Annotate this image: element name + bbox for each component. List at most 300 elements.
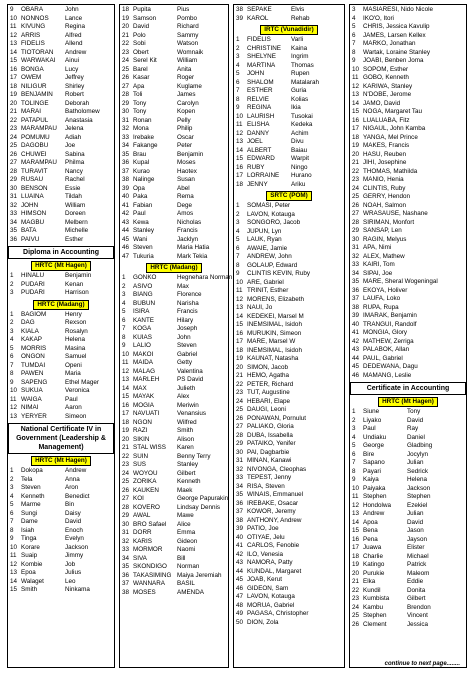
student-row bbox=[352, 74, 464, 83]
given-name: Sabina bbox=[65, 150, 85, 158]
surname: BAGIOM bbox=[21, 310, 47, 318]
given-name: Dege bbox=[177, 201, 193, 209]
surname: George bbox=[363, 442, 385, 449]
given-name: Guria bbox=[291, 87, 307, 94]
given-name: Steven bbox=[177, 342, 197, 349]
student-row bbox=[122, 359, 226, 368]
surname: JOHN bbox=[21, 201, 39, 209]
student-row bbox=[122, 168, 226, 177]
surname: Bena bbox=[363, 527, 378, 534]
student-row bbox=[10, 185, 112, 194]
row-number: 14 bbox=[352, 518, 360, 526]
given-name: Ikia bbox=[291, 104, 301, 111]
student-row bbox=[122, 274, 233, 283]
given-name: Gladbing bbox=[407, 442, 433, 449]
given-name: Rupen bbox=[291, 70, 310, 77]
row-number: 24 bbox=[122, 469, 130, 477]
surname: PUDARI bbox=[21, 280, 45, 288]
student-row bbox=[352, 338, 464, 347]
student-row bbox=[122, 325, 226, 334]
row-number: 3 bbox=[10, 289, 14, 296]
given-name: Jeffrey bbox=[65, 74, 84, 81]
surname: DAG bbox=[21, 319, 35, 326]
given-name: Jason bbox=[407, 527, 424, 534]
surname: SAPENG bbox=[21, 378, 48, 386]
given-name: Moses bbox=[177, 159, 196, 166]
given-name: Naomi bbox=[177, 546, 196, 553]
student-row bbox=[10, 272, 112, 281]
surname: FIDELIS bbox=[21, 40, 45, 47]
student-row bbox=[10, 125, 112, 134]
row-number: 28 bbox=[122, 503, 130, 511]
row-number: 34 bbox=[352, 269, 360, 277]
given-name: Amos bbox=[177, 210, 194, 217]
student-row bbox=[236, 585, 342, 594]
row-number: 9 bbox=[352, 476, 356, 483]
row-number: 13 bbox=[352, 510, 360, 517]
given-name: Gabriel bbox=[177, 350, 198, 358]
given-name: Pius bbox=[177, 6, 190, 13]
row-number: 8 bbox=[352, 467, 356, 475]
row-number: 16 bbox=[352, 535, 360, 543]
student-name: SIMON, Jacob bbox=[247, 363, 288, 371]
surname: Kurao bbox=[133, 167, 150, 175]
row-number: 46 bbox=[236, 584, 244, 592]
row-number: 19 bbox=[352, 142, 360, 149]
student-row bbox=[10, 289, 112, 298]
row-number: 10 bbox=[236, 278, 244, 286]
row-number: 11 bbox=[122, 359, 129, 366]
student-row bbox=[10, 362, 112, 371]
row-number: 1 bbox=[352, 408, 356, 415]
student-row bbox=[236, 96, 342, 105]
surname: JOEL bbox=[247, 138, 263, 145]
given-name: Rosalyn bbox=[65, 327, 88, 335]
given-name: Hurano bbox=[291, 172, 312, 179]
student-name: MATHEW, Zerriga bbox=[363, 337, 414, 345]
given-name: Masina bbox=[65, 344, 86, 352]
student-row bbox=[10, 227, 112, 236]
surname: KOVERO bbox=[133, 503, 160, 511]
given-name: Samuel bbox=[65, 353, 87, 360]
row-number: 37 bbox=[236, 508, 244, 515]
row-number: 44 bbox=[236, 567, 244, 575]
student-name: LAUK, Ryan bbox=[247, 236, 282, 243]
student-row bbox=[236, 398, 342, 407]
student-row bbox=[236, 262, 342, 271]
given-name: Sedrick bbox=[407, 467, 428, 475]
row-number: 23 bbox=[122, 48, 130, 56]
student-row bbox=[236, 619, 342, 628]
student-row bbox=[10, 527, 112, 536]
student-row bbox=[122, 436, 226, 445]
surname: KAROL bbox=[247, 14, 269, 22]
surname: MOGIA bbox=[133, 401, 154, 409]
student-name: N'DOBE, Jerome bbox=[363, 91, 412, 98]
student-row bbox=[236, 415, 342, 424]
student-name: DION, Zola bbox=[247, 618, 279, 626]
student-row bbox=[10, 413, 112, 422]
surname: David bbox=[133, 23, 150, 30]
given-name: Maiya Jeremiah bbox=[177, 571, 222, 579]
student-row bbox=[352, 312, 464, 321]
surname: Pena bbox=[363, 535, 378, 543]
student-name: KOWOR, Jeremy bbox=[247, 508, 296, 515]
student-row bbox=[122, 66, 226, 75]
surname: SKONDIGO bbox=[133, 563, 167, 570]
row-number: 12 bbox=[122, 367, 130, 375]
student-name: MAMANG, Leslie bbox=[363, 371, 412, 379]
row-number: 12 bbox=[10, 31, 18, 39]
given-name: Ingrim bbox=[291, 53, 309, 60]
student-name: IMARAK, Benjamin bbox=[363, 312, 417, 319]
row-number: 44 bbox=[122, 227, 130, 234]
given-name: Batholomew bbox=[65, 108, 100, 115]
student-row bbox=[10, 387, 112, 396]
row-number: 15 bbox=[352, 108, 360, 115]
surname: LALIO bbox=[133, 342, 151, 349]
given-name: Peter bbox=[177, 142, 193, 149]
surname: WOYOU bbox=[133, 469, 158, 477]
row-number: 12 bbox=[236, 129, 244, 137]
given-name: David bbox=[65, 518, 82, 525]
student-name: NIGAUL, John Kamba bbox=[363, 125, 426, 132]
row-number: 43 bbox=[122, 218, 130, 226]
student-row bbox=[352, 108, 464, 117]
student-row bbox=[236, 593, 342, 602]
surname: RELVIE bbox=[247, 95, 269, 103]
row-number: 25 bbox=[122, 65, 130, 73]
given-name: Jelena bbox=[65, 125, 84, 132]
given-name: Philip bbox=[177, 125, 193, 132]
student-row bbox=[236, 36, 342, 45]
given-name: Sammy bbox=[177, 31, 199, 39]
row-number: 35 bbox=[122, 150, 130, 158]
student-row bbox=[352, 510, 464, 519]
surname: CHUWEI bbox=[21, 150, 47, 158]
student-name: OTIYAE, Jelu bbox=[247, 533, 285, 541]
student-row bbox=[352, 159, 464, 168]
given-name: Leo bbox=[65, 577, 76, 585]
surname: PAWEN bbox=[21, 370, 44, 377]
given-name: Smith bbox=[177, 427, 194, 434]
surname: Serel Kit bbox=[133, 57, 157, 64]
surname: BONGA bbox=[21, 65, 44, 73]
row-number: 22 bbox=[352, 586, 360, 594]
given-name: Kuglame bbox=[177, 82, 202, 90]
given-name: Warpit bbox=[291, 155, 309, 162]
given-name: Ningo bbox=[291, 163, 308, 171]
surname: Paul bbox=[363, 425, 376, 432]
student-row bbox=[352, 502, 464, 511]
student-row bbox=[352, 561, 464, 570]
row-number: 17 bbox=[122, 410, 130, 417]
surname: TURAVIT bbox=[21, 167, 48, 175]
student-row bbox=[236, 53, 342, 62]
row-number: 18 bbox=[122, 6, 130, 13]
student-row bbox=[236, 491, 342, 500]
student-name: WINAIS, Emmanuel bbox=[247, 491, 303, 498]
student-row bbox=[122, 108, 226, 117]
student-row bbox=[236, 525, 342, 534]
row-number: 27 bbox=[352, 210, 360, 217]
student-row bbox=[352, 125, 464, 134]
student-name: SIPAI, Joe bbox=[363, 269, 393, 277]
student-name: NIVONGA, Cleophas bbox=[247, 465, 307, 473]
student-row bbox=[10, 467, 112, 476]
row-number: 3 bbox=[122, 291, 126, 298]
surname: Clement bbox=[363, 620, 387, 628]
surname: SHALOM bbox=[247, 78, 274, 86]
row-number: 32 bbox=[236, 465, 244, 473]
row-number: 39 bbox=[236, 14, 244, 22]
row-number: 11 bbox=[352, 493, 359, 500]
student-row bbox=[122, 176, 226, 185]
student-name: KARIWA, Stanley bbox=[363, 82, 413, 90]
row-number: 2 bbox=[10, 475, 14, 483]
student-row bbox=[10, 142, 112, 151]
student-row bbox=[122, 393, 226, 402]
given-name: Divu bbox=[291, 138, 304, 145]
student-row bbox=[236, 347, 342, 356]
given-name: James bbox=[177, 91, 196, 98]
student-row bbox=[352, 442, 464, 451]
surname: DORR bbox=[133, 529, 152, 536]
student-name: MINAN, Kanawi bbox=[247, 457, 292, 464]
column-1 bbox=[7, 4, 115, 668]
student-row bbox=[10, 476, 112, 485]
student-row bbox=[122, 40, 226, 49]
student-row bbox=[236, 576, 342, 585]
row-number: 8 bbox=[10, 526, 14, 534]
row-number: 21 bbox=[236, 372, 244, 379]
surname: Irebake bbox=[133, 133, 155, 141]
row-number: 27 bbox=[10, 159, 18, 166]
row-number: 38 bbox=[236, 516, 244, 524]
surname: Samson bbox=[133, 14, 157, 22]
given-name: Eddie bbox=[407, 578, 424, 585]
surname: ASIVO bbox=[133, 282, 153, 290]
surname: Apoa bbox=[363, 518, 378, 526]
student-row bbox=[10, 544, 112, 553]
campus-tag: HRTC (Madang) bbox=[146, 263, 201, 273]
student-row bbox=[352, 219, 464, 228]
given-name: George Papurakin bbox=[177, 495, 229, 502]
student-row bbox=[10, 91, 112, 100]
surname: Toli bbox=[133, 91, 143, 98]
surname: HINALU bbox=[21, 272, 45, 279]
student-row bbox=[10, 108, 112, 117]
row-number: 7 bbox=[10, 361, 14, 369]
student-row bbox=[236, 253, 342, 262]
student-row bbox=[122, 300, 226, 309]
student-row bbox=[236, 432, 342, 441]
student-name: INEMSIMAL, Isidoh bbox=[247, 321, 302, 328]
given-name: Deborah bbox=[65, 99, 90, 107]
row-number: 40 bbox=[236, 533, 244, 541]
student-row bbox=[352, 15, 464, 24]
student-row bbox=[122, 461, 226, 470]
student-name: SOMASI, Peter bbox=[247, 202, 291, 209]
surname: NIMAI bbox=[21, 404, 39, 411]
student-row bbox=[352, 329, 464, 338]
student-name: PAGASA, Christopher bbox=[247, 610, 309, 617]
student-name: PAUL, Gabriel bbox=[363, 354, 403, 362]
row-number: 24 bbox=[352, 603, 360, 611]
given-name: Adiah bbox=[65, 133, 82, 141]
student-row bbox=[236, 219, 342, 228]
student-row bbox=[352, 355, 464, 364]
row-number: 4 bbox=[122, 299, 126, 307]
given-name: Brendon bbox=[407, 603, 431, 611]
row-number: 5 bbox=[352, 23, 356, 30]
student-name: IREBAKE, Osacar bbox=[247, 499, 299, 507]
student-row bbox=[352, 253, 464, 262]
student-row bbox=[10, 49, 112, 58]
student-row bbox=[236, 279, 342, 288]
given-name: Varli bbox=[291, 36, 304, 43]
given-name: Andrew bbox=[65, 48, 87, 56]
student-row bbox=[236, 6, 342, 15]
row-number: 20 bbox=[352, 150, 360, 158]
student-row bbox=[236, 79, 342, 88]
row-number: 6 bbox=[352, 31, 356, 39]
student-row bbox=[236, 211, 342, 220]
row-number: 13 bbox=[10, 40, 18, 47]
student-row bbox=[236, 602, 342, 611]
student-row bbox=[10, 40, 112, 49]
row-number: 15 bbox=[352, 527, 360, 534]
student-name: CLINTIS KEVIN, Ruby bbox=[247, 270, 310, 277]
student-row bbox=[236, 130, 342, 139]
given-name: Elister bbox=[407, 544, 425, 551]
row-number: 32 bbox=[122, 125, 130, 132]
row-number: 45 bbox=[122, 235, 130, 243]
given-name: Evelyn bbox=[65, 535, 84, 542]
student-row bbox=[122, 495, 229, 504]
student-name: HEMO, Agatha bbox=[247, 372, 289, 379]
student-row bbox=[122, 100, 226, 109]
given-name: Jessica bbox=[407, 620, 428, 628]
given-name: Emma bbox=[177, 529, 196, 536]
student-row bbox=[236, 338, 342, 347]
student-row bbox=[236, 381, 342, 390]
surname: BRO Safael bbox=[133, 520, 167, 528]
student-row bbox=[236, 321, 342, 330]
student-row bbox=[122, 427, 226, 436]
row-number: 2 bbox=[352, 416, 356, 424]
student-row bbox=[122, 453, 226, 462]
student-row bbox=[122, 227, 226, 236]
row-number: 21 bbox=[122, 31, 130, 39]
row-number: 41 bbox=[122, 201, 130, 209]
student-row bbox=[122, 15, 226, 24]
given-name: Gilbert bbox=[407, 595, 426, 602]
surname: Tela bbox=[21, 475, 33, 483]
student-name: KAIRI, Tom bbox=[363, 261, 395, 268]
surname: MALAG bbox=[133, 367, 156, 375]
campus-tag: SRTC (POM) bbox=[266, 191, 311, 201]
row-number: 42 bbox=[122, 210, 130, 217]
row-number: 47 bbox=[236, 593, 244, 600]
given-name: Susan bbox=[177, 176, 195, 183]
row-number: 16 bbox=[236, 163, 244, 171]
given-name: Allend bbox=[65, 40, 83, 47]
row-number: 29 bbox=[10, 176, 18, 183]
given-name: Mark Tekia bbox=[177, 252, 208, 260]
surname: DANNY bbox=[247, 129, 270, 137]
student-name: KUNDAL, Margaret bbox=[247, 567, 302, 575]
student-row bbox=[122, 244, 226, 253]
student-row bbox=[10, 493, 112, 502]
row-number: 9 bbox=[122, 342, 126, 349]
row-number: 33 bbox=[10, 210, 18, 217]
given-name: Daniel bbox=[407, 433, 425, 441]
row-number: 40 bbox=[122, 193, 130, 200]
surname: Brau bbox=[133, 150, 147, 158]
given-name: Bill bbox=[177, 554, 186, 562]
student-row bbox=[352, 493, 464, 502]
student-row bbox=[122, 253, 226, 262]
row-number: 31 bbox=[122, 529, 130, 536]
given-name: Kopen bbox=[177, 108, 196, 115]
student-name: GERRY, Hendon bbox=[363, 193, 411, 200]
student-row bbox=[122, 32, 226, 41]
given-name: Openi bbox=[65, 361, 82, 369]
student-row bbox=[352, 527, 464, 536]
surname: Tinga bbox=[21, 535, 37, 542]
student-row bbox=[122, 402, 226, 411]
student-row bbox=[10, 210, 112, 219]
student-row bbox=[10, 345, 112, 354]
surname: MOSES bbox=[133, 588, 156, 596]
row-number: 9 bbox=[10, 535, 14, 542]
student-name: HEBARI, Elape bbox=[247, 397, 291, 405]
surname: Juawa bbox=[363, 544, 382, 551]
row-number: 26 bbox=[10, 150, 18, 158]
row-number: 32 bbox=[122, 537, 130, 545]
row-number: 24 bbox=[122, 57, 130, 64]
student-row bbox=[352, 595, 464, 604]
surname: NILIGUR bbox=[21, 82, 47, 90]
given-name: Benjamin bbox=[177, 150, 204, 158]
surname: Obert bbox=[133, 48, 149, 56]
given-name: Maria Hatia bbox=[177, 244, 210, 251]
student-row bbox=[352, 185, 464, 194]
row-number: 11 bbox=[236, 121, 243, 128]
surname: Steven bbox=[133, 244, 153, 251]
given-name: Anastasia bbox=[65, 116, 93, 124]
row-number: 16 bbox=[236, 329, 244, 337]
student-row bbox=[10, 202, 112, 211]
surname: Opa bbox=[133, 184, 145, 192]
student-row bbox=[236, 542, 342, 551]
row-number: 48 bbox=[236, 601, 244, 609]
surname: Steven bbox=[21, 484, 41, 491]
row-number: 24 bbox=[10, 133, 18, 141]
student-row bbox=[236, 474, 342, 483]
given-name: Achim bbox=[291, 129, 309, 137]
surname: Payari bbox=[363, 467, 381, 475]
row-number: 31 bbox=[352, 244, 360, 251]
row-number: 2 bbox=[10, 319, 14, 326]
student-row bbox=[122, 342, 226, 351]
student-row bbox=[122, 317, 226, 326]
row-number: 1 bbox=[236, 36, 240, 43]
given-name: Alfred bbox=[65, 31, 82, 39]
surname: PUDARI bbox=[21, 289, 45, 296]
row-number: 31 bbox=[10, 193, 18, 200]
